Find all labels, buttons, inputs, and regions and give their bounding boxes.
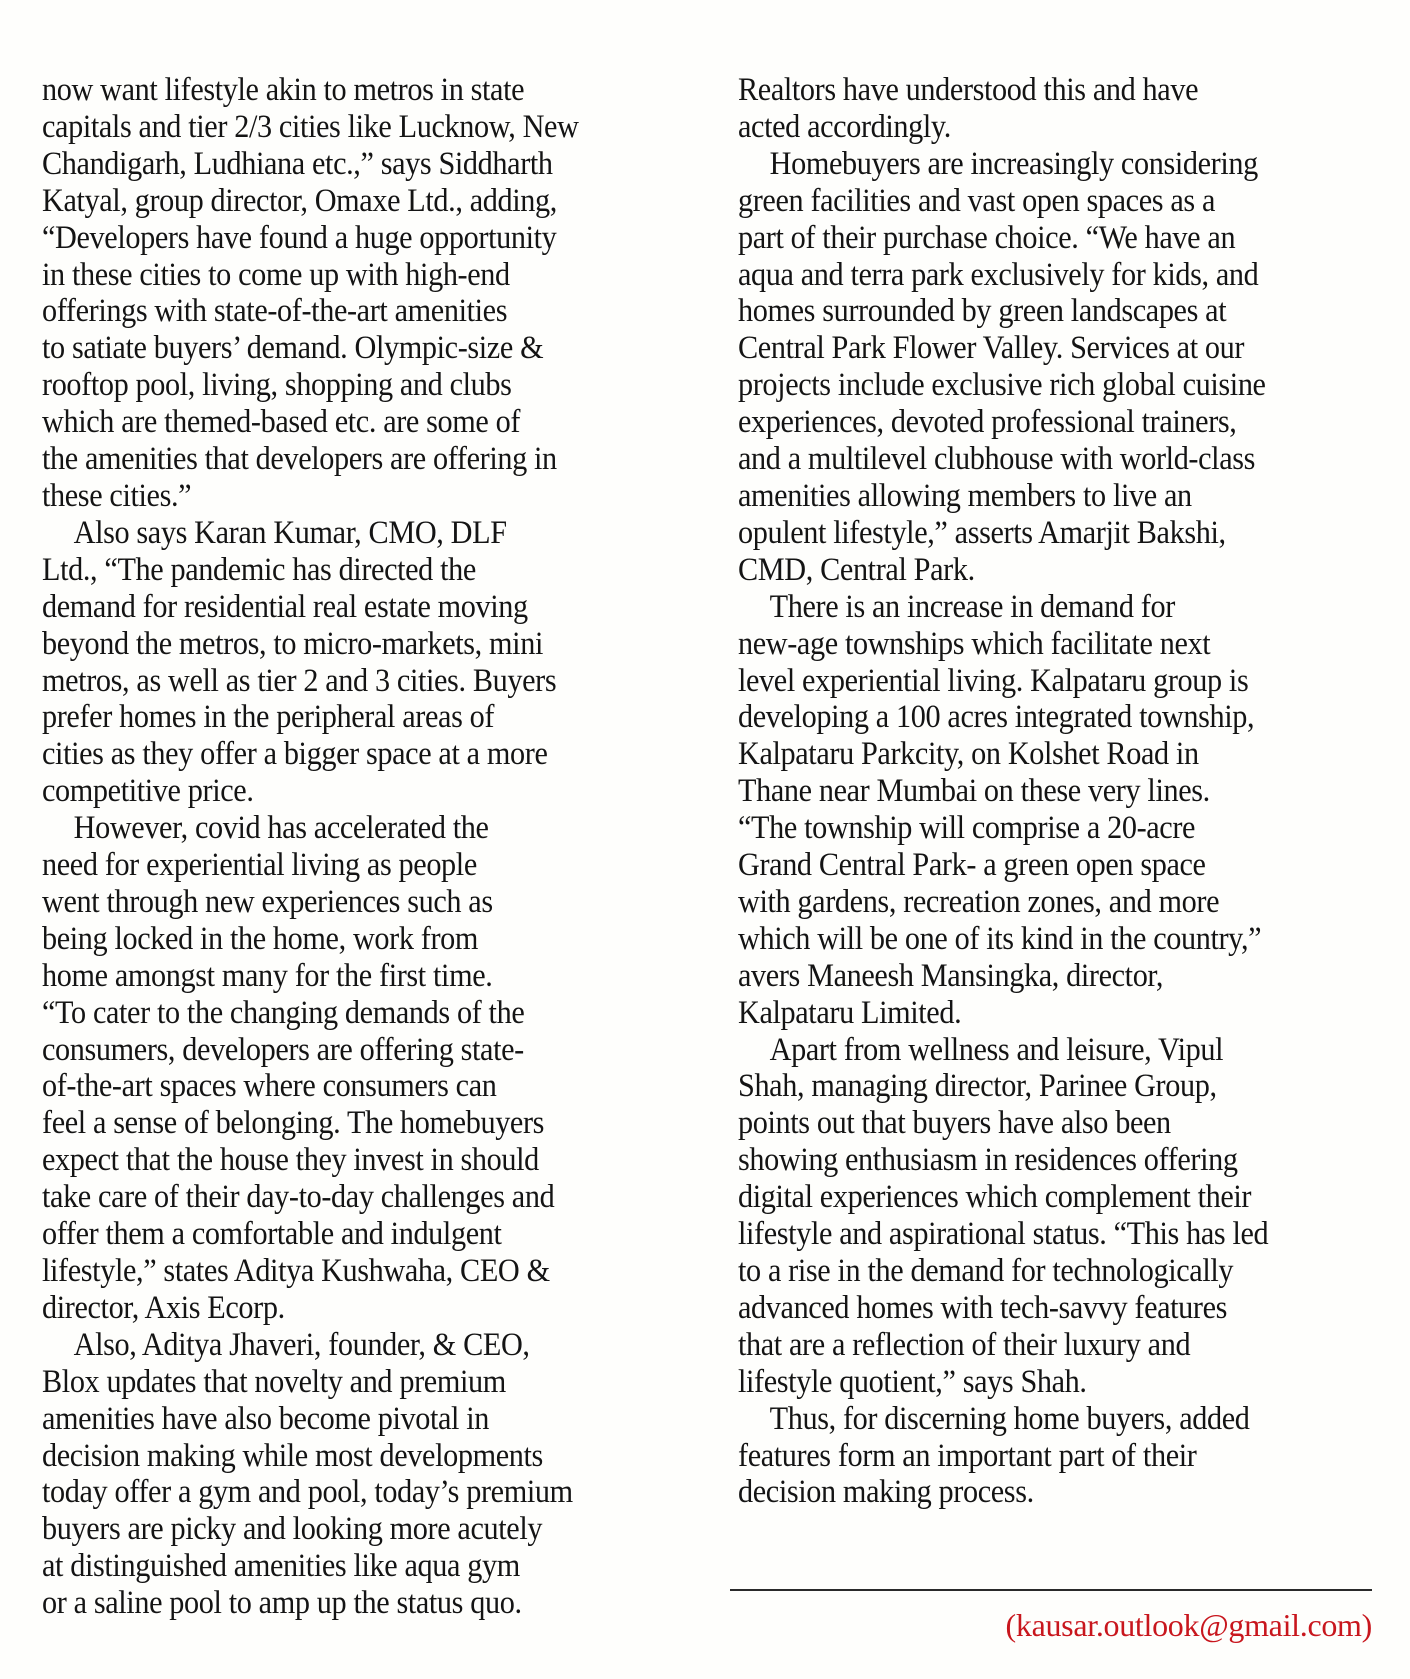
text-line: rooftop pool, living, shopping and clubs	[42, 367, 512, 404]
text-line: amenities allowing members to live an	[738, 477, 1192, 514]
text-line: Kalpataru Limited.	[738, 994, 962, 1031]
text-line: homes surrounded by green landscapes at	[738, 293, 1227, 330]
text-line: cities as they offer a bigger space at a more	[42, 736, 548, 773]
text-line: that are a reflection of their luxury and	[738, 1326, 1191, 1363]
text-line: aqua and terra park exclusively for kids, and	[738, 256, 1259, 293]
text-line: lifestyle,” states Aditya Kushwaha, CEO &	[42, 1253, 550, 1289]
text-line: projects include exclusive rich global cuisine	[738, 367, 1266, 404]
text-line: being locked in the home, work from	[42, 920, 479, 957]
text-line: home amongst many for the first time.	[42, 957, 493, 994]
text-line: “The township will comprise a 20-acre	[738, 810, 1196, 847]
text-line: “Developers have found a huge opportunity	[42, 219, 557, 256]
text-line: with gardens, recreation zones, and more	[738, 883, 1220, 920]
text-line: expect that the house they invest in should	[42, 1142, 539, 1179]
text-line: points out that buyers have also been	[738, 1105, 1171, 1142]
text-line: Ltd., “The pandemic has directed the	[42, 551, 476, 588]
text-line: developing a 100 acres integrated township,	[738, 699, 1255, 736]
text-line: demand for residential real estate moving	[42, 588, 528, 625]
text-line: which are themed-based etc. are some of	[42, 404, 521, 441]
text-line: decision making process.	[738, 1474, 1034, 1511]
text-line: green facilities and vast open spaces as a	[738, 182, 1216, 219]
text-line: amenities have also become pivotal in	[42, 1400, 490, 1437]
text-line: Chandigarh, Ludhiana etc.,” says Siddharth	[42, 145, 553, 182]
text-line: Also, Aditya Jhaveri, founder, & CEO,	[73, 1326, 530, 1363]
text-line: advanced homes with tech-savvy features	[738, 1289, 1228, 1326]
text-line: However, covid has accelerated the	[73, 810, 489, 847]
text-line: Katyal, group director, Omaxe Ltd., adding,	[42, 182, 557, 219]
text-line: of-the-art spaces where consumers can	[42, 1068, 497, 1105]
text-line: need for experiential living as people	[42, 847, 477, 884]
right-column	[738, 72, 1378, 1511]
text-line: lifestyle quotient,” says Shah.	[738, 1363, 1087, 1400]
text-line: director, Axis Ecorp.	[42, 1289, 285, 1326]
text-line: digital experiences which complement their	[738, 1179, 1252, 1216]
text-line: take care of their day-to-day challenges and	[42, 1179, 555, 1216]
text-line: consumers, developers are offering state-	[42, 1031, 524, 1068]
text-line: offer them a comfortable and indulgent	[42, 1216, 502, 1253]
text-line: beyond the metros, to micro-markets, mini	[42, 625, 543, 662]
end-divider	[730, 1589, 1372, 1591]
text-line: Homebuyers are increasingly considering	[769, 145, 1258, 182]
text-line: avers Maneesh Mansingka, director,	[738, 957, 1164, 994]
text-line: Also says Karan Kumar, CMO, DLF	[73, 514, 507, 551]
text-line: now want lifestyle akin to metros in state	[42, 72, 525, 108]
text-line: level experiential living. Kalpataru group is	[738, 662, 1249, 699]
text-line: metros, as well as tier 2 and 3 cities. Buyers	[42, 662, 557, 699]
text-line: which will be one of its kind in the country,”	[738, 920, 1262, 957]
text-line: to a rise in the demand for technologically	[738, 1253, 1234, 1289]
text-line: or a saline pool to amp up the status quo.	[42, 1585, 522, 1622]
text-line: and a multilevel clubhouse with world-class	[738, 441, 1256, 478]
text-line: at distinguished amenities like aqua gym	[42, 1548, 520, 1585]
left-column	[42, 72, 692, 1622]
text-line: Central Park Flower Valley. Services at our	[738, 330, 1245, 367]
text-line: capitals and tier 2/3 cities like Lucknow, New	[42, 108, 579, 145]
text-line: competitive price.	[42, 773, 254, 810]
text-line: Grand Central Park- a green open space	[738, 847, 1206, 884]
text-line: Blox updates that novelty and premium	[42, 1363, 506, 1400]
text-line: buyers are picky and looking more acutely	[42, 1511, 543, 1548]
text-line: Thus, for discerning home buyers, added	[769, 1400, 1250, 1437]
text-line: Apart from wellness and leisure, Vipul	[769, 1031, 1224, 1068]
author-email: (kausar.outlook@gmail.com)	[1005, 1607, 1372, 1643]
text-line: acted accordingly.	[738, 108, 951, 145]
text-line: the amenities that developers are offering in	[42, 441, 557, 478]
text-line: part of their purchase choice. “We have an	[738, 219, 1236, 256]
text-line: Kalpataru Parkcity, on Kolshet Road in	[738, 736, 1199, 773]
text-line: opulent lifestyle,” asserts Amarjit Bakshi,	[738, 514, 1226, 551]
text-line: experiences, devoted professional trainers,	[738, 404, 1237, 441]
text-line: CMD, Central Park.	[738, 551, 975, 588]
text-line: went through new experiences such as	[42, 883, 493, 920]
text-line: new-age townships which facilitate next	[738, 625, 1211, 662]
text-line: offerings with state-of-the-art amenities	[42, 293, 508, 330]
text-line: today offer a gym and pool, today’s premium	[42, 1474, 573, 1511]
text-line: feel a sense of belonging. The homebuyers	[42, 1105, 545, 1142]
text-line: showing enthusiasm in residences offering	[738, 1142, 1238, 1179]
text-line: decision making while most developments	[42, 1437, 543, 1474]
text-line: to satiate buyers’ demand. Olympic-size &	[42, 330, 544, 367]
text-line: in these cities to come up with high-end	[42, 256, 510, 293]
text-line: these cities.”	[42, 477, 192, 514]
text-line: “To cater to the changing demands of the	[42, 994, 525, 1031]
text-line: features form an important part of their	[738, 1437, 1197, 1474]
text-line: lifestyle and aspirational status. “This has led	[738, 1216, 1269, 1253]
text-line: Shah, managing director, Parinee Group,	[738, 1068, 1217, 1105]
text-line: Thane near Mumbai on these very lines.	[738, 773, 1210, 810]
text-line: There is an increase in demand for	[769, 588, 1175, 625]
text-line: prefer homes in the peripheral areas of	[42, 699, 495, 736]
text-line: Realtors have understood this and have	[738, 72, 1199, 108]
